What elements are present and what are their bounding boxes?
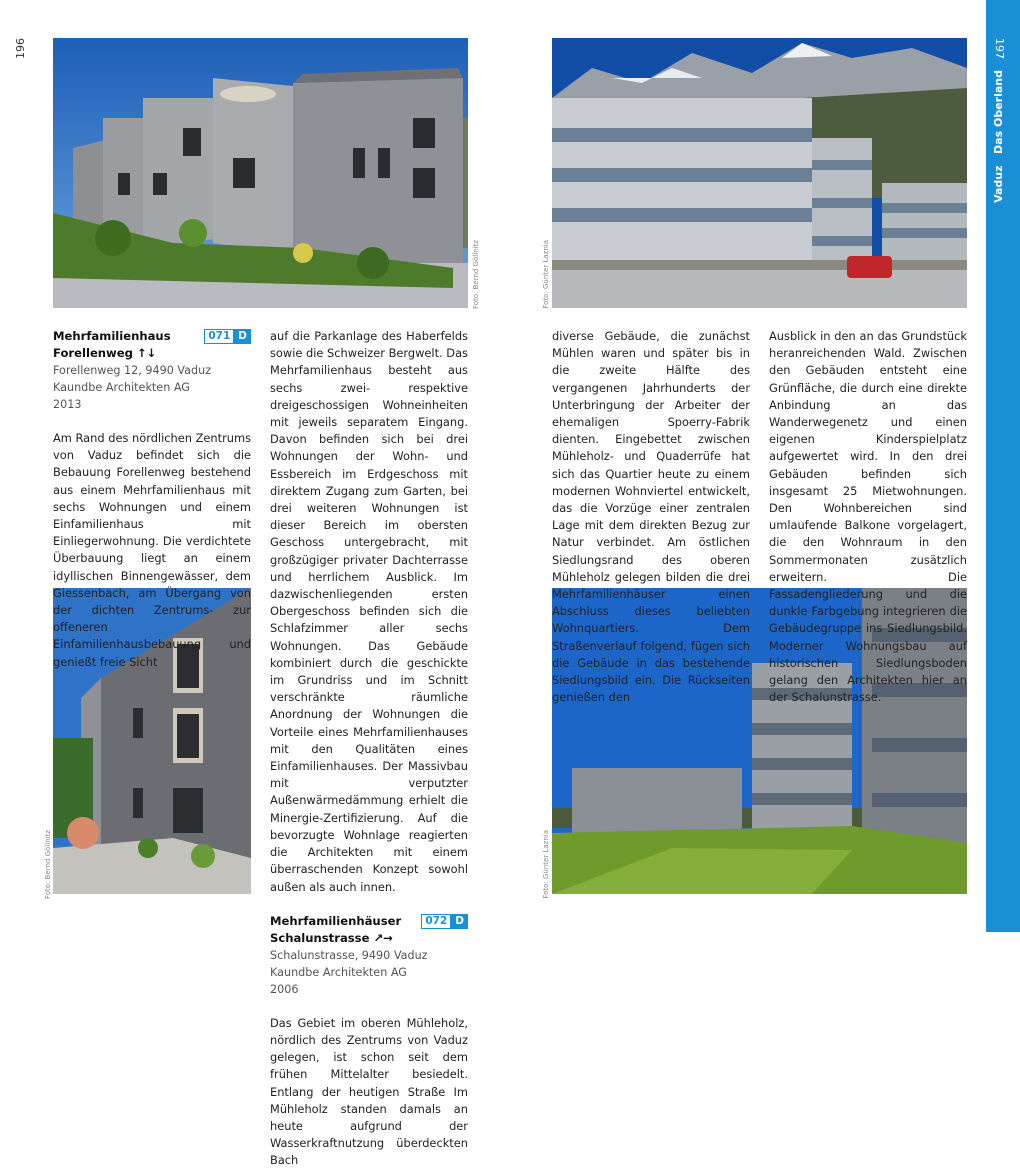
entry-number-badge bbox=[204, 329, 251, 344]
text-column-2 bbox=[270, 328, 468, 1170]
page-number-right: 197 bbox=[993, 38, 1006, 59]
body-text: Das Gebiet im oberen Mühleholz, nördlich des Zentrums von Vaduz gelegen, ist schon seit dem frühen Mittelalter besiedelt. Entlang der heutigen Straße Im Mühleholz standen damals an heute aufgrund der Wasserkraftnutzung überdeckten Bach bbox=[270, 1015, 468, 1168]
entry-header-071 bbox=[53, 328, 251, 362]
page-number-left: 196 bbox=[14, 38, 27, 59]
entry-number: 071 bbox=[204, 329, 234, 344]
text-column-3 bbox=[552, 328, 750, 706]
entry-header-072 bbox=[270, 913, 468, 947]
entry-title: Mehrfamilienhäuser Schalunstrasse ↗→ bbox=[270, 913, 402, 945]
body-text: diverse Gebäude, die zunächst Mühlen waren und später bis in die zweite Hälfte des vergangenen Jahrhunderts der Unterbringung der Arbeiter der ehemaligen Spoerry-Fabrik dienten. Eingebettet zwischen Mühleholz- und Quaderrüfe hat sich das Quartier heute zu einem modernen Wohnviertel entwickelt, das die Vorzüge einer zentralen Lage mit dem direkten Bezug zur Natur verbindet. Am östlichen Siedlungsrand des oberen Mühleholz gelegen bilden die drei Mehrfamilienhäuser einen Abschluss dieses beliebten Wohnquartiers. Dem Straßenverlauf folgend, fügen sich die Gebäude in das bestehende Siedlungsbild ein. Die Rückseiten genießen den bbox=[552, 329, 750, 705]
text-column-1 bbox=[53, 328, 251, 671]
body-text: Am Rand des nördlichen Zentrums von Vaduz befindet sich die Bebauung Forellenweg bestehend aus einem Mehrfamilienhaus mit sechs Wohnungen und einem Einfamilienhaus mit Einliegerwohnung. Die verdichtete Überbauung liegt an einem idyllischen Binnengewässer, dem Giessenbach, am Übergang von der dichten Zentrums- zur offeneren Einfamilienhausbebauung und genießt freie Sicht bbox=[53, 431, 252, 669]
entry-title: Mehrfamilienhaus Forellenweg ↑↓ bbox=[53, 329, 171, 360]
body-text: Ausblick in den an das Grundstück heranreichenden Wald. Zwischen den Gebäuden entsteht eine Grünfläche, die durch eine direkte Anbindung an das Wanderwegenetz und einen eigenen Kinderspielplatz aufgewertet wird. In den drei Gebäuden befinden sich insgesamt 25 Mietwohnungen. Den Wohnbereichen sind umlaufende Balkone vorgelagert, die den Wohnraum in den Sommermonaten zusätzlich erweitern. Die Fassadengliederung und die dunkle Farbgebung integrieren die Gebäudegruppe ins Siedlungsbild. Moderner Wohnungsbau auf historischen Siedlungsboden gelang den Architekten hier an der Schalunstrasse. bbox=[769, 329, 967, 705]
entry-year: 2013 bbox=[53, 398, 82, 411]
section-label bbox=[992, 70, 1005, 203]
entry-architect: Kaundbe Architekten AG bbox=[270, 965, 407, 979]
section-name: Das Oberland bbox=[992, 70, 1005, 154]
photo-credit: Foto: Günter Laznia bbox=[542, 240, 550, 309]
entry-number: 072 bbox=[421, 914, 451, 929]
text-column-4 bbox=[769, 328, 967, 706]
entry-architect: Kaundbe Architekten AG bbox=[53, 381, 190, 394]
entry-letter: D bbox=[451, 914, 468, 929]
photo-credit: Foto: Bernd Göllnitz bbox=[44, 830, 52, 900]
photo-forellenweg-exterior bbox=[53, 38, 468, 308]
photo-credit: Foto: Bernd Göllnitz bbox=[472, 240, 480, 310]
photo-schalunstrasse-mountains bbox=[552, 38, 967, 308]
entry-address: Forellenweg 12, 9490 Vaduz bbox=[53, 364, 212, 377]
region-label: Vaduz bbox=[992, 165, 1005, 203]
entry-year: 2006 bbox=[270, 982, 299, 996]
entry-letter: D bbox=[234, 329, 251, 344]
body-text: auf die Parkanlage des Haberfelds sowie die Schweizer Bergwelt. Das Mehrfamilienhaus besteht aus sechs zwei- respektive dreigeschossigen Wohneinheiten mit jeweils separatem Eingang. Davon befinden sich bei drei Wohnungen der Wohn- und Essbereich im Erdgeschoss mit direktem Zugang zum Garten, bei drei weiteren Wohnungen ist dieser Bereich im obersten Geschoss untergebracht, mit großzügiger privater Dachterrasse und herrlichem Ausblick. Im dazwischenliegenden ersten Obergeschoss befinden sich die Schlafzimmer aller sechs Wohnungen. Das Gebäude kombiniert durch die geschickte im Grundriss und im Schnitt verschränkte räumliche Anordnung der Wohnungen die Vorteile eines Mehrfamilienhauses mit den Qualitäten eines Einfamilienhauses. Der Massivbau mit verputzter Außenwärmedämmung erhielt die Minergie-Zertifizierung. Auf die bevorzugte Wohnlage reagierten die Architekten mit einem überraschenden Konzept sowohl außen als auch innen. bbox=[270, 329, 468, 894]
photo-credit: Foto: Günter Laznia bbox=[542, 830, 550, 899]
entry-number-badge bbox=[421, 914, 468, 929]
entry-address: Schalunstrasse, 9490 Vaduz bbox=[270, 948, 428, 962]
